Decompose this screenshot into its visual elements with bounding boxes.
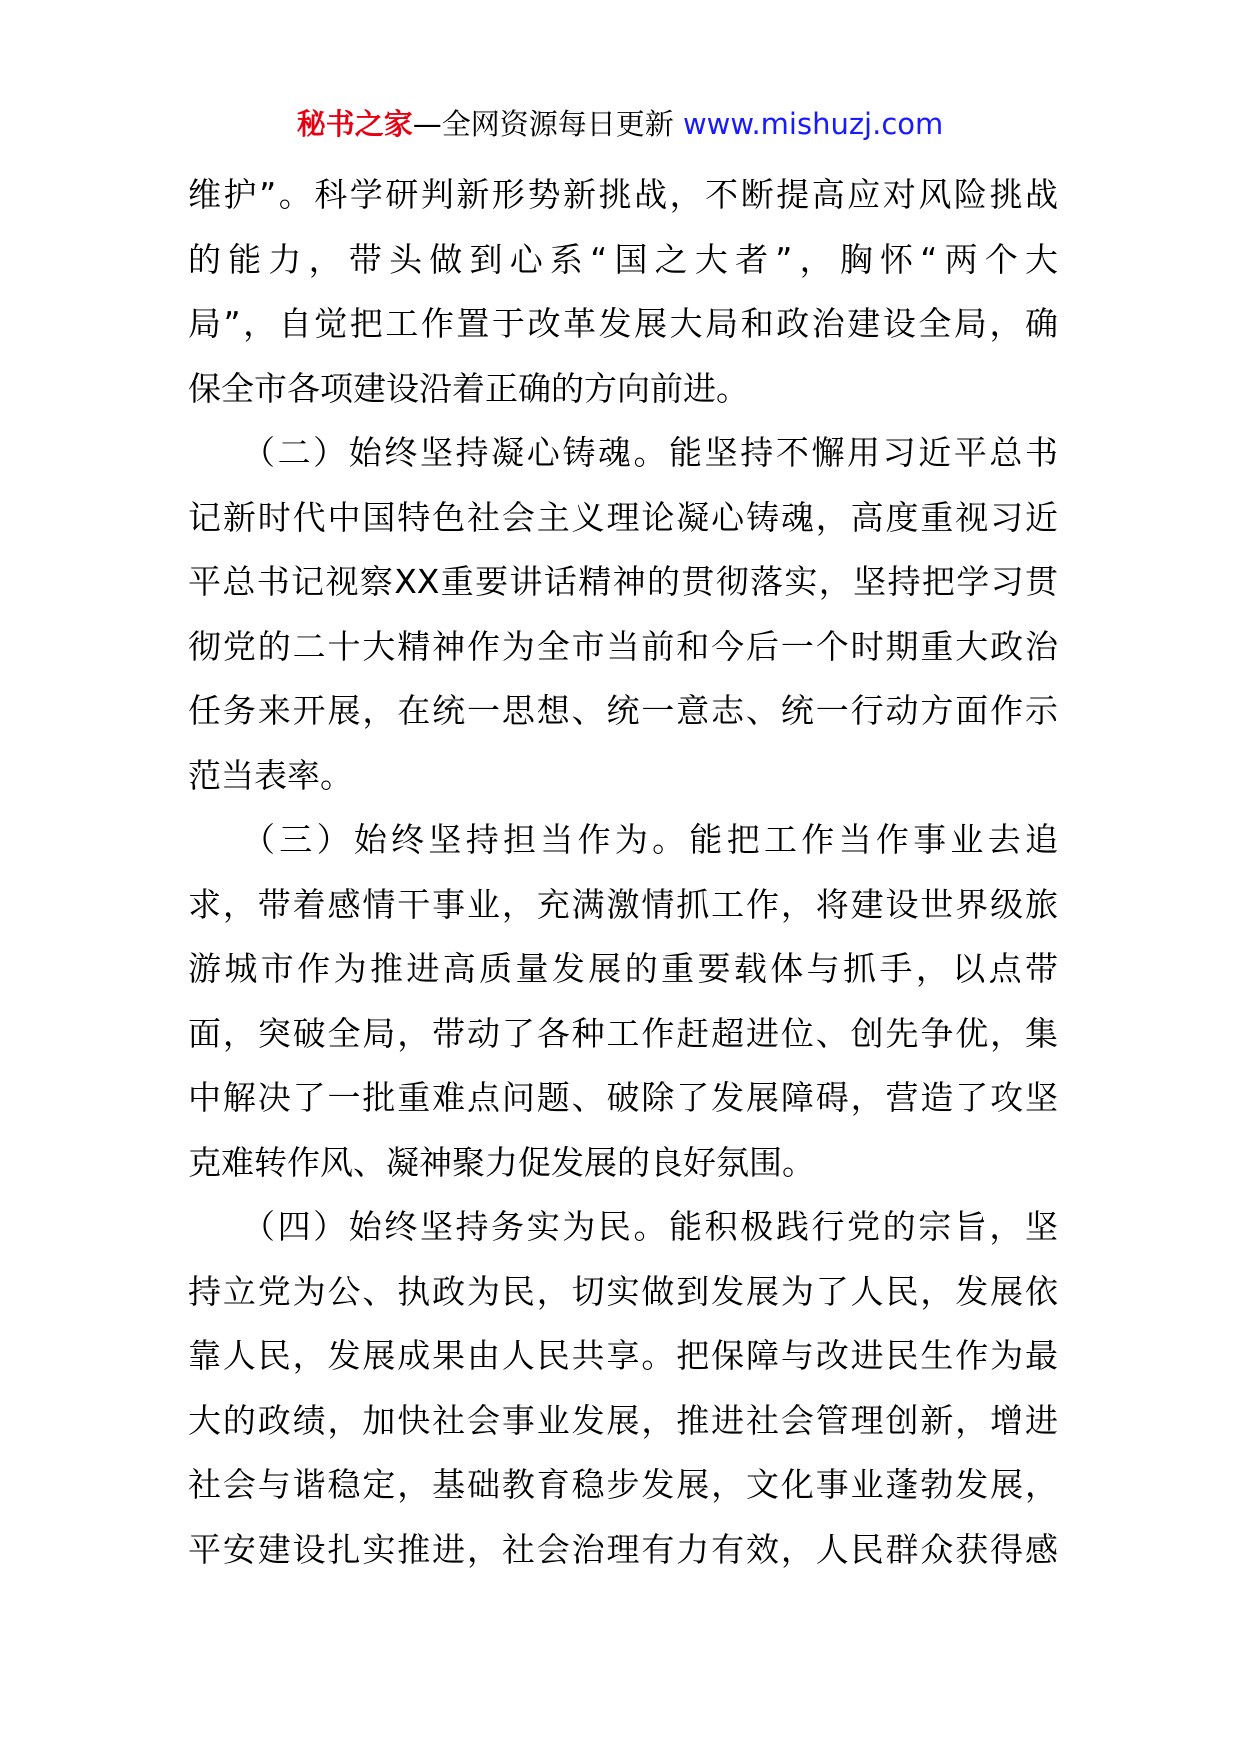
text-line: 平总书记视察XX重要讲话精神的贯彻落实，坚持把学习贯 bbox=[188, 562, 1058, 601]
text-line: 记新时代中国特色社会主义理论凝心铸魂，高度重视习近 bbox=[188, 497, 1058, 537]
paragraph bbox=[188, 1195, 1058, 1582]
text-line: 彻党的二十大精神作为全市当前和今后一个时期重大政治 bbox=[188, 626, 1058, 666]
text-line: 任务来开展，在统一思想、统一意志、统一行动方面作示 bbox=[188, 691, 1058, 730]
document-body bbox=[188, 163, 1058, 1582]
text-line: 保全市各项建设沿着正确的方向前进。 bbox=[188, 368, 749, 408]
text-line: 游城市作为推进高质量发展的重要载体与抓手，以点带 bbox=[188, 949, 1058, 988]
text-line: （四）始终坚持务实为民。能积极践行党的宗旨，坚 bbox=[242, 1207, 1058, 1246]
text-line: 大的政绩，加快社会事业发展，推进社会管理创新，增进 bbox=[188, 1400, 1058, 1440]
page-header bbox=[0, 104, 1240, 144]
header-tagline: —全网资源每日更新 bbox=[412, 107, 683, 141]
text-line: 维护”。科学研判新形势新挑战，不断提高应对风险挑战 bbox=[188, 175, 1058, 214]
text-line: 范当表率。 bbox=[188, 755, 353, 795]
text-line: 克难转作风、凝神聚力促发展的良好氛围。 bbox=[188, 1142, 815, 1182]
text-line: 靠人民，发展成果由人民共享。把保障与改进民生作为最 bbox=[188, 1336, 1058, 1375]
header-url: www.mishuzj.com bbox=[682, 107, 944, 141]
text-line: （三）始终坚持担当作为。能把工作当作事业去追 bbox=[242, 820, 1058, 859]
header-brand: 秘书之家 bbox=[296, 107, 413, 141]
text-line: 持立党为公、执政为民，切实做到发展为了人民，发展依 bbox=[188, 1271, 1058, 1311]
paragraph bbox=[188, 163, 1058, 421]
text-line: 中解决了一批重难点问题、破除了发展障碍，营造了攻坚 bbox=[188, 1078, 1058, 1117]
text-line: （二）始终坚持凝心铸魂。能坚持不懈用习近平总书 bbox=[242, 433, 1058, 472]
paragraph bbox=[188, 421, 1058, 808]
paragraph bbox=[188, 808, 1058, 1195]
text-line: 平安建设扎实推进，社会治理有力有效，人民群众获得感 bbox=[188, 1529, 1058, 1569]
text-line: 的能力，带头做到心系“国之大者”，胸怀“两个大 bbox=[188, 239, 1058, 279]
text-line: 局”，自觉把工作置于改革发展大局和政治建设全局，确 bbox=[188, 304, 1058, 343]
text-line: 社会与谐稳定，基础教育稳步发展，文化事业蓬勃发展， bbox=[188, 1465, 1058, 1504]
text-line: 求，带着感情干事业，充满激情抓工作，将建设世界级旅 bbox=[188, 884, 1058, 924]
text-line: 面，突破全局，带动了各种工作赶超进位、创先争优，集 bbox=[188, 1013, 1058, 1053]
